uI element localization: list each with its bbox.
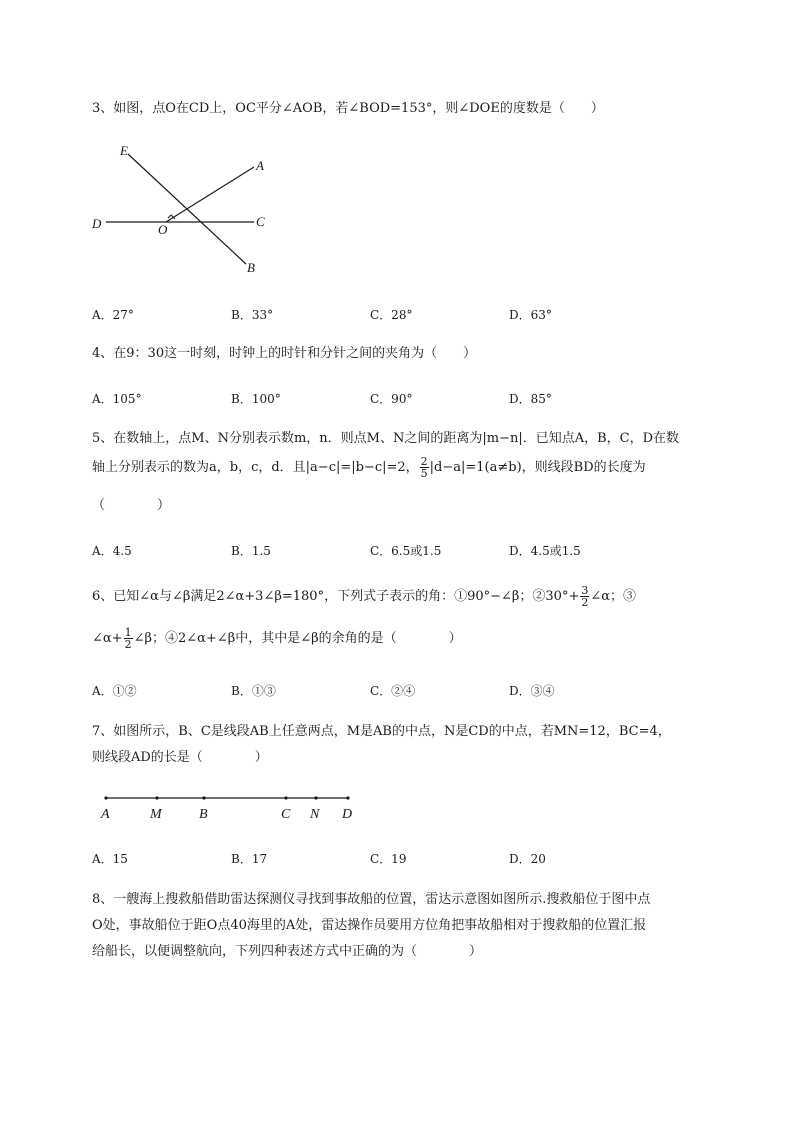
- q6-frac2-den: 2: [124, 638, 132, 651]
- q6-frac1-den: 2: [581, 596, 589, 609]
- q6-line2: [92, 627, 462, 650]
- label-o: O: [158, 222, 168, 237]
- q5-option-b[interactable]: B．1.5: [231, 544, 271, 558]
- q5-frac-num: 2: [420, 455, 428, 468]
- q5-line3: （ ）: [92, 498, 171, 513]
- q4-option-c[interactable]: C．90°: [370, 392, 413, 406]
- q6-option-c[interactable]: C．②④: [370, 684, 416, 698]
- q8-line3: 给船长，以便调整航向，下列四种表述方式中正确的为（ ）: [92, 944, 483, 959]
- q6-fraction-1: [580, 585, 589, 608]
- q5-line2-post: |d−a|=1(a≠b)，则线段BD的长度为: [429, 460, 646, 475]
- label-e: E: [120, 143, 128, 158]
- label-c: C: [256, 214, 265, 229]
- q3-option-b[interactable]: B．33°: [231, 308, 274, 322]
- q5-line2-pre: 轴上分别表示的数为a，b，c，d．且|a−c|=|b−c|=2，: [92, 460, 419, 475]
- q4-option-d[interactable]: D．85°: [509, 392, 552, 406]
- label-b: B: [199, 807, 208, 822]
- point-c: [284, 796, 287, 799]
- q7-line2: 则线段AD的长是（ ）: [92, 750, 268, 765]
- q3-option-c[interactable]: C．28°: [370, 308, 413, 322]
- q6-frac1-num: 3: [581, 584, 589, 597]
- q4-option-a[interactable]: A．105°: [92, 392, 142, 406]
- point-m: [155, 796, 158, 799]
- q6-option-a[interactable]: A．①②: [92, 684, 137, 698]
- label-a: A: [101, 807, 110, 822]
- q7-option-c[interactable]: C．19: [370, 852, 407, 866]
- q8-line2: O处，事故船位于距O点40海里的A处，雷达操作员要用方位角把事故船相对于搜救船的位置汇报: [92, 918, 647, 933]
- q3-option-a[interactable]: A．27°: [92, 308, 134, 322]
- q3-option-d[interactable]: D．63°: [509, 308, 552, 322]
- q5-line1: 5、在数轴上，点M、N分别表示数m，n．则点M、N之间的距离为|m−n|．已知点A，B，C，D在数: [92, 431, 680, 446]
- q7-option-d[interactable]: D．20: [509, 852, 546, 866]
- q5-line2: [92, 456, 646, 479]
- ray-oa: [166, 167, 254, 222]
- q4-stem: 4、在9：30这一时刻，时钟上的时针和分针之间的夹角为（ ）: [92, 346, 477, 361]
- q5-option-a[interactable]: A．4.5: [92, 544, 132, 558]
- q7-segment-figure: [96, 788, 366, 824]
- q6-option-d[interactable]: D．③④: [509, 684, 555, 698]
- q3-angle-figure: [86, 138, 276, 278]
- label-d: D: [92, 216, 102, 231]
- label-c: C: [281, 807, 291, 822]
- label-m: M: [150, 807, 162, 822]
- q6-line1: [92, 585, 636, 608]
- q8-line1: 8、一艘海上搜救船借助雷达探测仪寻找到事故船的位置，雷达示意图如图所示.搜救船位于图中点: [92, 892, 651, 907]
- q5-frac-den: 5: [420, 467, 428, 480]
- q6-line1-post: ∠α；③: [590, 589, 637, 604]
- point-d: [346, 796, 349, 799]
- q6-frac2-num: 1: [124, 626, 132, 639]
- label-b: B: [247, 260, 255, 275]
- q5-fraction: [420, 456, 429, 479]
- q6-line1-pre: 6、已知∠α与∠β满足2∠α+3∠β=180°，下列式子表示的角：①90°−∠β；②30°+: [92, 589, 580, 604]
- q5-option-d[interactable]: D．4.5或1.5: [509, 544, 581, 558]
- label-a: A: [256, 158, 264, 173]
- q3-stem: 3、如图，点O在CD上，OC平分∠AOB，若∠BOD=153°，则∠DOE的度数是（ ）: [92, 101, 604, 116]
- q6-line2-post: ∠β；④2∠α+∠β中，其中是∠β的余角的是（ ）: [133, 631, 462, 646]
- q5-option-c[interactable]: C．6.5或1.5: [370, 544, 442, 558]
- q6-line2-pre: ∠α+: [92, 631, 123, 646]
- label-d: D: [342, 807, 353, 822]
- q7-option-b[interactable]: B．17: [231, 852, 268, 866]
- q6-fraction-2: [124, 627, 133, 650]
- q6-option-b[interactable]: B．①③: [231, 684, 276, 698]
- q7-option-a[interactable]: A．15: [92, 852, 128, 866]
- point-a: [104, 796, 107, 799]
- label-n: N: [310, 807, 320, 822]
- point-b: [202, 796, 205, 799]
- q7-line1: 7、如图所示，B、C是线段AB上任意两点，M是AB的中点，N是CD的中点，若MN=12，BC=4，: [92, 724, 671, 739]
- q4-option-b[interactable]: B．100°: [231, 392, 281, 406]
- point-n: [314, 796, 317, 799]
